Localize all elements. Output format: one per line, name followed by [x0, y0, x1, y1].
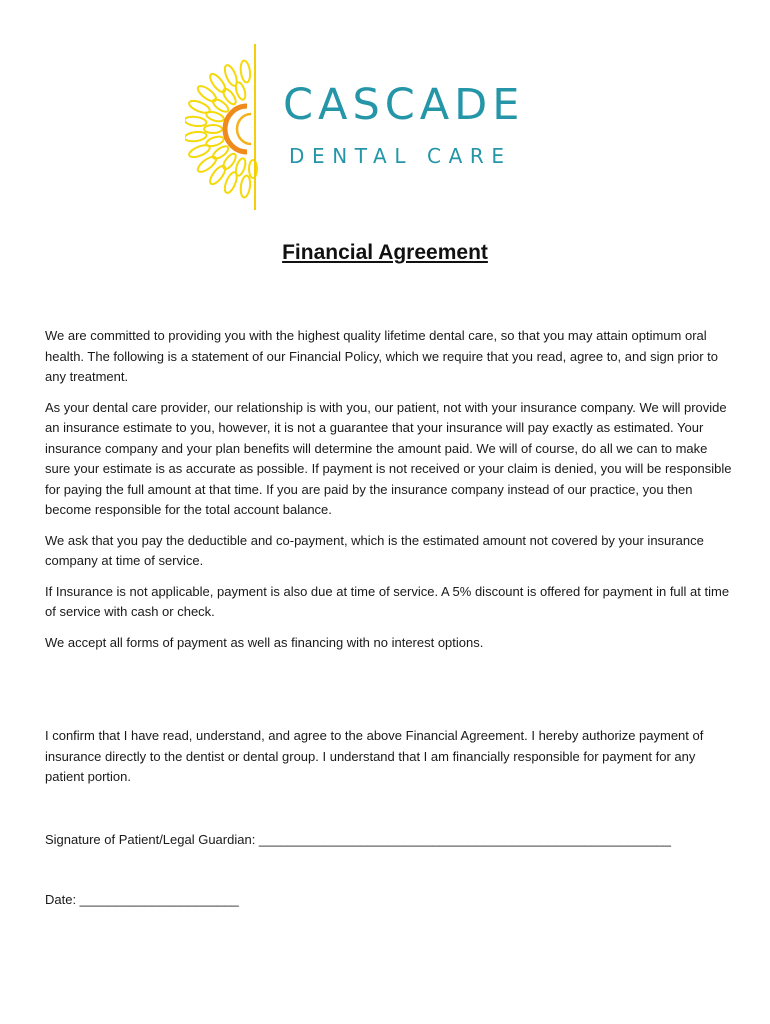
cascade-dental-logo	[185, 44, 595, 214]
sunflower-petal	[234, 81, 247, 101]
sunflower-petal	[205, 110, 225, 123]
paragraph-deductible: We ask that you pay the deductible and co-payment, which is the estimated amount not covered by your insurance company at time of service.	[45, 532, 704, 568]
sunflower-petal	[205, 135, 225, 148]
document-title: Financial Agreement	[282, 241, 488, 264]
sunflower-petal	[185, 131, 207, 143]
sunflower-petal	[204, 125, 222, 133]
paragraph-payment-forms: We accept all forms of payment as well as financing with no interest options.	[45, 634, 484, 650]
sunflower-icon	[185, 44, 265, 214]
sunflower-petal	[240, 60, 252, 83]
policy-body	[45, 326, 735, 663]
paragraph-commitment: We are committed to providing you with the highest quality lifetime dental care, so that you may attain optimum oral health. The following is a statement of our Financial Policy, which we require that you read, agree to, and sign prior to any treatment.	[45, 328, 718, 384]
sunflower-petal	[240, 175, 252, 198]
date-line[interactable]: Date: ______________________	[45, 892, 239, 907]
sunflower-petal	[185, 116, 207, 128]
paragraph-insurance-relationship: As your dental care provider, our relationship is with you, our patient, not with your insurance company. We will provide an insurance estimate to you, however, it is not a guarantee that your insurance will pay exactly as estimated. Your insurance company and your plan benefits will determine the amount paid. We will of course, do all we can to make sure your estimate is as accurate as possible. If payment is not received or your claim is denied, you will be responsible for paying the full amount at that time. If you are paid by the insurance company instead of our practice, you then become responsible for the total account balance.	[45, 399, 732, 517]
confirmation-statement: I confirm that I have read, understand, and agree to the above Financial Agreement. I hereby authorize payment of insurance directly to the dentist or dental group. I understand that I am financially responsible for payment for any patient portion.	[45, 728, 704, 784]
brand-name: CASCADE	[283, 80, 525, 130]
brand-subtitle: DENTAL CARE	[289, 144, 512, 168]
sunflower-petal	[234, 157, 247, 177]
paragraph-no-insurance: If Insurance is not applicable, payment is also due at time of service. A 5% discount is offered for payment in full at time of service with cash or check.	[45, 583, 730, 619]
signature-line[interactable]: Signature of Patient/Legal Guardian: _________________________________________________________	[45, 832, 672, 847]
